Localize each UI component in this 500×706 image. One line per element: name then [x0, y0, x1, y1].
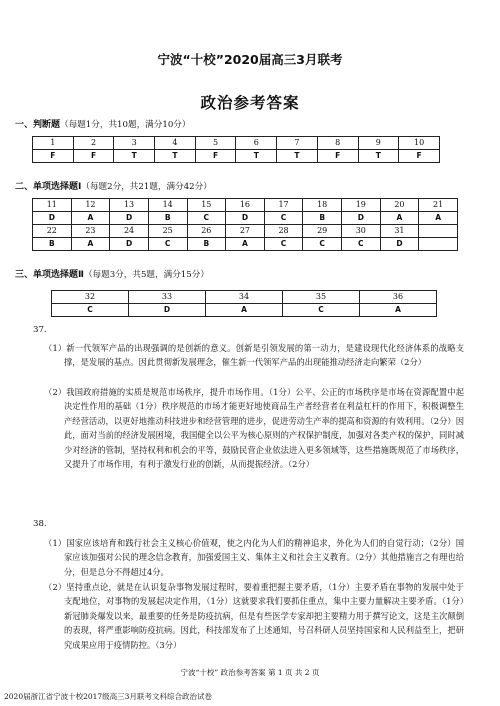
question-number-cell: 12: [71, 199, 110, 212]
answer-cell: A: [206, 304, 283, 317]
question-number-cell: 34: [206, 291, 283, 304]
answer-cell: T: [155, 150, 196, 163]
section3-table: [51, 290, 437, 317]
question-number-cell: 35: [283, 291, 360, 304]
answer-cell: F: [317, 150, 358, 163]
question-number-cell: 14: [148, 199, 187, 212]
question-37-number: 37.: [33, 325, 47, 335]
question-number-cell: 20: [380, 199, 419, 212]
table-row: [33, 150, 440, 163]
question-number-cell: 17: [264, 199, 303, 212]
answer-cell: F: [195, 150, 236, 163]
answer-cell: C: [264, 212, 303, 225]
question-number-cell: 4: [155, 137, 196, 150]
question-38-number: 38.: [33, 519, 47, 529]
page-footer: 宁波“十校” 政治参考答案 第 1 页 共 2 页: [180, 668, 320, 677]
question-number-cell: 16: [226, 199, 265, 212]
answer-cell: B: [148, 212, 187, 225]
answer-cell: D: [129, 304, 206, 317]
answer-cell: D: [110, 212, 149, 225]
table-row: [52, 304, 437, 317]
answer-cell: C: [187, 212, 226, 225]
section3-label: 三、单项选择题Ⅱ: [15, 270, 84, 280]
answer-cell: D: [380, 238, 419, 251]
question-number-cell: 7: [277, 137, 318, 150]
question-number-cell: 32: [52, 291, 129, 304]
answer-cell: A: [71, 238, 110, 251]
question-number-cell: 31: [380, 225, 419, 238]
section1-label: 一、判断题: [15, 120, 61, 130]
answer-cell: C: [52, 304, 129, 317]
question-number-cell: 8: [317, 137, 358, 150]
answer-cell: B: [33, 238, 72, 251]
table-row: [33, 199, 458, 212]
question-number-cell: 19: [342, 199, 381, 212]
section2-table: [32, 198, 458, 251]
answer-cell: T: [277, 150, 318, 163]
answer-cell: A: [360, 304, 437, 317]
table-row: [33, 225, 458, 238]
answer-cell: [419, 238, 458, 251]
question-number-cell: 3: [114, 137, 155, 150]
section2-heading: [15, 179, 212, 192]
answer-cell: A: [380, 212, 419, 225]
page-title: 宁波“十校”2020届高三3月联考: [157, 52, 343, 67]
table-row: [33, 238, 458, 251]
question-number-cell: 24: [110, 225, 149, 238]
source-caption: 2020届浙江省宁波十校2017级高三3月联考文科综合政治试卷: [4, 692, 212, 701]
answer-cell: D: [33, 212, 72, 225]
answer-cell: B: [303, 212, 342, 225]
answer-cell: F: [33, 150, 74, 163]
question-number-cell: 5: [195, 137, 236, 150]
section1-note: （每题1分，共10题，满分10分）: [60, 120, 191, 130]
table-row: [33, 212, 458, 225]
answer-cell: A: [419, 212, 458, 225]
page-subtitle: 政治参考答案: [200, 94, 300, 112]
answer-cell: D: [342, 212, 381, 225]
section1-heading: [15, 117, 190, 130]
question-number-cell: 18: [303, 199, 342, 212]
answer-cell: D: [110, 238, 149, 251]
question-number-cell: 2: [73, 137, 114, 150]
question-number-cell: 15: [187, 199, 226, 212]
section3-heading: [15, 267, 209, 280]
answer-cell: C: [148, 238, 187, 251]
question-number-cell: [419, 225, 458, 238]
answer-cell: A: [71, 212, 110, 225]
table-row: [33, 137, 440, 150]
answer-cell: C: [283, 304, 360, 317]
answer-cell: C: [303, 238, 342, 251]
question-number-cell: 28: [264, 225, 303, 238]
section2-note: （每题2分，共21题，满分42分）: [81, 182, 212, 192]
question-37-part1: （1）新一代领军产品的出现强调的是创新的意义。创新是引领发展的第一动力，是建设现代化经济体系的战略支撑，是发展的基点。因此贯彻新发展理念，催生新一代领军产品的出现能推动经济走向繁荣（2分）: [44, 343, 464, 368]
question-number-cell: 25: [148, 225, 187, 238]
question-number-cell: 9: [358, 137, 399, 150]
answer-cell: T: [114, 150, 155, 163]
answer-cell: A: [226, 238, 265, 251]
answer-cell: F: [73, 150, 114, 163]
section1-table: [32, 136, 440, 163]
question-number-cell: 22: [33, 225, 72, 238]
answer-cell: T: [358, 150, 399, 163]
answer-cell: C: [264, 238, 303, 251]
question-number-cell: 29: [303, 225, 342, 238]
answer-cell: F: [399, 150, 440, 163]
answer-cell: C: [342, 238, 381, 251]
question-38-part2: （2）坚持重点论，就是在认识复杂事物发展过程时，要着重把握主要矛盾，（1分）主要矛盾在事物的发展中处于支配地位，对事物的发展起决定作用，（1分）这就要求我们要抓住重点，集中主要力量解决主要矛盾。（1分）新冠肺炎爆发以来，最重要的任务是防疫抗病，但是有些医学专家却把主要精力用于撰写论文，这是主次颠倒的表现，将严重影响防疫抗病。因此，科技部发布了上述通知，号召科研人员坚持国家和人民利益至上，把研究成果应用于疫情防控。（3分）: [44, 582, 464, 650]
table-row: [52, 291, 437, 304]
question-number-cell: 23: [71, 225, 110, 238]
answer-cell: B: [187, 238, 226, 251]
question-number-cell: 33: [129, 291, 206, 304]
answer-cell: T: [236, 150, 277, 163]
question-number-cell: 13: [110, 199, 149, 212]
question-38-part1: （1）国家应该培育和践行社会主义核心价值观，使之内化为人们的精神追求，外化为人们的自觉行动；（2分）国家应该加强对公民的理念信念教育，加强爱国主义、集体主义和社会主义教育。（2分）其他措施言之有理也给分，但是总分不得超过4分。: [44, 538, 464, 577]
question-37-part2: （2）我国政府措施的实质是规范市场秩序，提升市场作用。（1分）公平、公正的市场秩序是市场在资源配置中起决定性作用的基础（1分）秩序规范的市场才能更好地使商品生产者经营者在利益杠杆的作用下，积极调整生产经营活动，以更好地推动科技进步和经营管理的进步，促进劳动生产率的提高和资源的有效利用。（2分）因此，面对当前的经济发展困境，我国健全以公平为核心原则的产权保护制度，加强对各类产权的保护，同时减少对经济的管制，坚持权利和机会的平等，鼓励民营企业依法进入更多领域等，这些措施既规范了市场秩序，又提升了市场作用，有利于激发行业的创新，从而提振经济。（2分）: [44, 387, 464, 470]
question-number-cell: 36: [360, 291, 437, 304]
question-number-cell: 30: [342, 225, 381, 238]
question-number-cell: 26: [187, 225, 226, 238]
question-number-cell: 6: [236, 137, 277, 150]
question-number-cell: 10: [399, 137, 440, 150]
section3-note: （每题3分，共5题，满分15分）: [83, 270, 209, 280]
question-number-cell: 1: [33, 137, 74, 150]
section2-label: 二、单项选择题Ⅰ: [15, 182, 82, 192]
question-number-cell: 21: [419, 199, 458, 212]
question-number-cell: 11: [33, 199, 72, 212]
answer-cell: D: [226, 212, 265, 225]
question-number-cell: 27: [226, 225, 265, 238]
